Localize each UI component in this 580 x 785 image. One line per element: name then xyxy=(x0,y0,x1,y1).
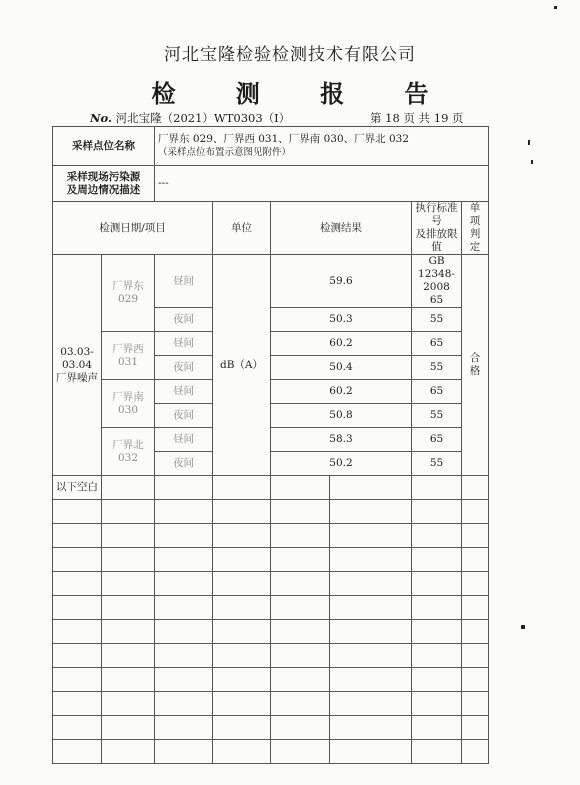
pollution-label: 采样现场污染源 及周边情况描述 xyxy=(53,166,155,202)
result-cell: 50.3 xyxy=(271,308,412,332)
scan-mark xyxy=(554,6,557,9)
period-cell: 昼间 xyxy=(155,332,213,356)
blank-cell xyxy=(155,476,213,500)
period-cell: 夜间 xyxy=(155,452,213,476)
report-table xyxy=(52,126,489,764)
blank-note: 以下空白 xyxy=(53,476,102,500)
blank-row xyxy=(53,644,489,668)
blank-row xyxy=(53,596,489,620)
site-cell xyxy=(155,127,489,166)
scan-mark xyxy=(531,160,533,164)
limit-value: 65 xyxy=(412,380,462,404)
period-cell: 昼间 xyxy=(155,255,213,308)
group-date-item: 03.03- 03.04 厂界噪声 xyxy=(53,255,102,476)
blank-cell xyxy=(213,476,271,500)
period-cell: 夜间 xyxy=(155,404,213,428)
point-east: 厂界东 029 xyxy=(102,255,155,332)
report-title: 检 测 报 告 xyxy=(151,79,455,108)
point-north: 厂界北 032 xyxy=(102,428,155,476)
blank-row xyxy=(53,740,489,764)
result-cell: 59.6 xyxy=(271,255,412,308)
period-cell: 夜间 xyxy=(155,308,213,332)
result-cell: 50.2 xyxy=(271,452,412,476)
blank-row xyxy=(53,668,489,692)
limit-value: 55 xyxy=(412,308,462,332)
blank-cell xyxy=(412,476,462,500)
point-south: 厂界南 030 xyxy=(102,380,155,428)
blank-row xyxy=(53,548,489,572)
pollution-value: --- xyxy=(155,166,489,202)
blank-row xyxy=(53,572,489,596)
result-cell: 58.3 xyxy=(271,428,412,452)
period-cell: 昼间 xyxy=(155,380,213,404)
blank-cell xyxy=(330,476,412,500)
limit-value: 55 xyxy=(412,356,462,380)
limit-value: 55 xyxy=(412,452,462,476)
header-unit: 单位 xyxy=(213,202,271,255)
result-cell: 60.2 xyxy=(271,332,412,356)
blank-row xyxy=(53,620,489,644)
limit-value: 55 xyxy=(412,404,462,428)
scan-mark xyxy=(521,625,525,629)
period-cell: 昼间 xyxy=(155,428,213,452)
blank-row xyxy=(53,716,489,740)
limit-value: 65 xyxy=(412,332,462,356)
site-note: （采样点位布置示意图见附件） xyxy=(158,147,292,158)
standard-cell xyxy=(412,255,462,308)
blank-row xyxy=(53,524,489,548)
result-cell: 50.4 xyxy=(271,356,412,380)
result-cell: 50.8 xyxy=(271,404,412,428)
limit-value: 65 xyxy=(429,294,444,306)
unit-cell: dB（A） xyxy=(213,255,271,476)
blank-cell xyxy=(102,476,155,500)
site-label: 采样点位名称 xyxy=(53,127,155,166)
standard-code: GB 12348-2008 xyxy=(418,255,455,293)
blank-cell xyxy=(462,476,489,500)
header-date-item: 检测日期/项目 xyxy=(53,202,213,255)
page-info: 第 18 页 共 19 页 xyxy=(370,111,464,125)
report-number-value: 河北宝隆（2021）WT0303（Ⅰ） xyxy=(115,111,291,125)
report-number-label: No. xyxy=(90,111,112,125)
result-cell: 60.2 xyxy=(271,380,412,404)
blank-row xyxy=(53,692,489,716)
company-name: 河北宝隆检验检测技术有限公司 xyxy=(164,45,416,65)
blank-cell xyxy=(271,476,330,500)
point-west: 厂界西 031 xyxy=(102,332,155,380)
header-result: 检测结果 xyxy=(271,202,412,255)
header-judgement: 单项 判定 xyxy=(462,202,489,255)
site-value: 厂界东 029、厂界西 031、厂界南 030、厂界北 032 xyxy=(158,133,410,145)
header-standard: 执行标准号 及排放限值 xyxy=(412,202,462,255)
period-cell: 夜间 xyxy=(155,356,213,380)
limit-value: 65 xyxy=(412,428,462,452)
scan-mark xyxy=(528,140,530,145)
judgement-cell: 合格 xyxy=(462,255,489,476)
report-number xyxy=(90,110,290,126)
blank-row xyxy=(53,500,489,524)
